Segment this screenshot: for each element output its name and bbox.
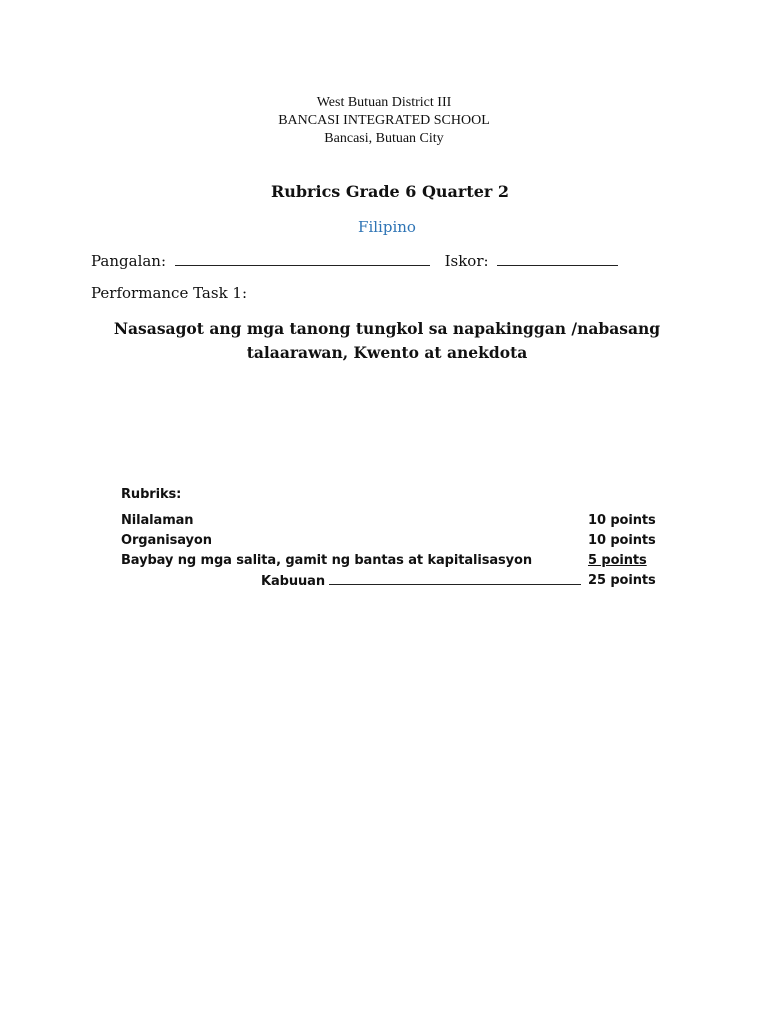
criterion-name: Baybay ng mga salita, gamit ng bantas at kapitalisasyon (121, 553, 533, 568)
criterion-name: Nilalaman (121, 513, 194, 528)
criterion-points: 10 points (588, 533, 656, 548)
rubric-row (121, 531, 661, 551)
rubric-total-row (121, 571, 661, 591)
school-header (0, 94, 768, 148)
score-label: Iskor: (444, 252, 489, 270)
criterion-points: 5 points (588, 553, 647, 568)
total-label-wrap (261, 571, 581, 592)
criterion-name: Organisayon (121, 533, 212, 548)
total-points: 25 points (588, 573, 656, 588)
rubric-row (121, 511, 661, 531)
rubric-label: Rubriks: (121, 487, 182, 502)
school-address: Bancasi, Butuan City (324, 131, 444, 146)
student-info-line (91, 251, 618, 270)
rubric-section (121, 487, 661, 591)
total-blank[interactable] (329, 571, 581, 585)
page-title: Rubrics Grade 6 Quarter 2 (270, 182, 510, 201)
rubric-row (121, 551, 661, 571)
name-label: Pangalan: (91, 252, 167, 270)
task-description: Nasasagot ang mga tanong tungkol sa napakinggan /nabasang talaarawan, Kwento at anekdota (113, 319, 661, 362)
task-label: Performance Task 1: (91, 284, 248, 302)
score-blank[interactable] (497, 251, 618, 266)
total-label: Kabuuan (261, 574, 325, 589)
school-name: BANCASI INTEGRATED SCHOOL (278, 113, 490, 128)
district-text: West Butuan District III (316, 95, 452, 110)
criterion-points: 10 points (588, 513, 656, 528)
name-blank[interactable] (175, 251, 430, 266)
subject-title: Filipino (358, 218, 416, 236)
